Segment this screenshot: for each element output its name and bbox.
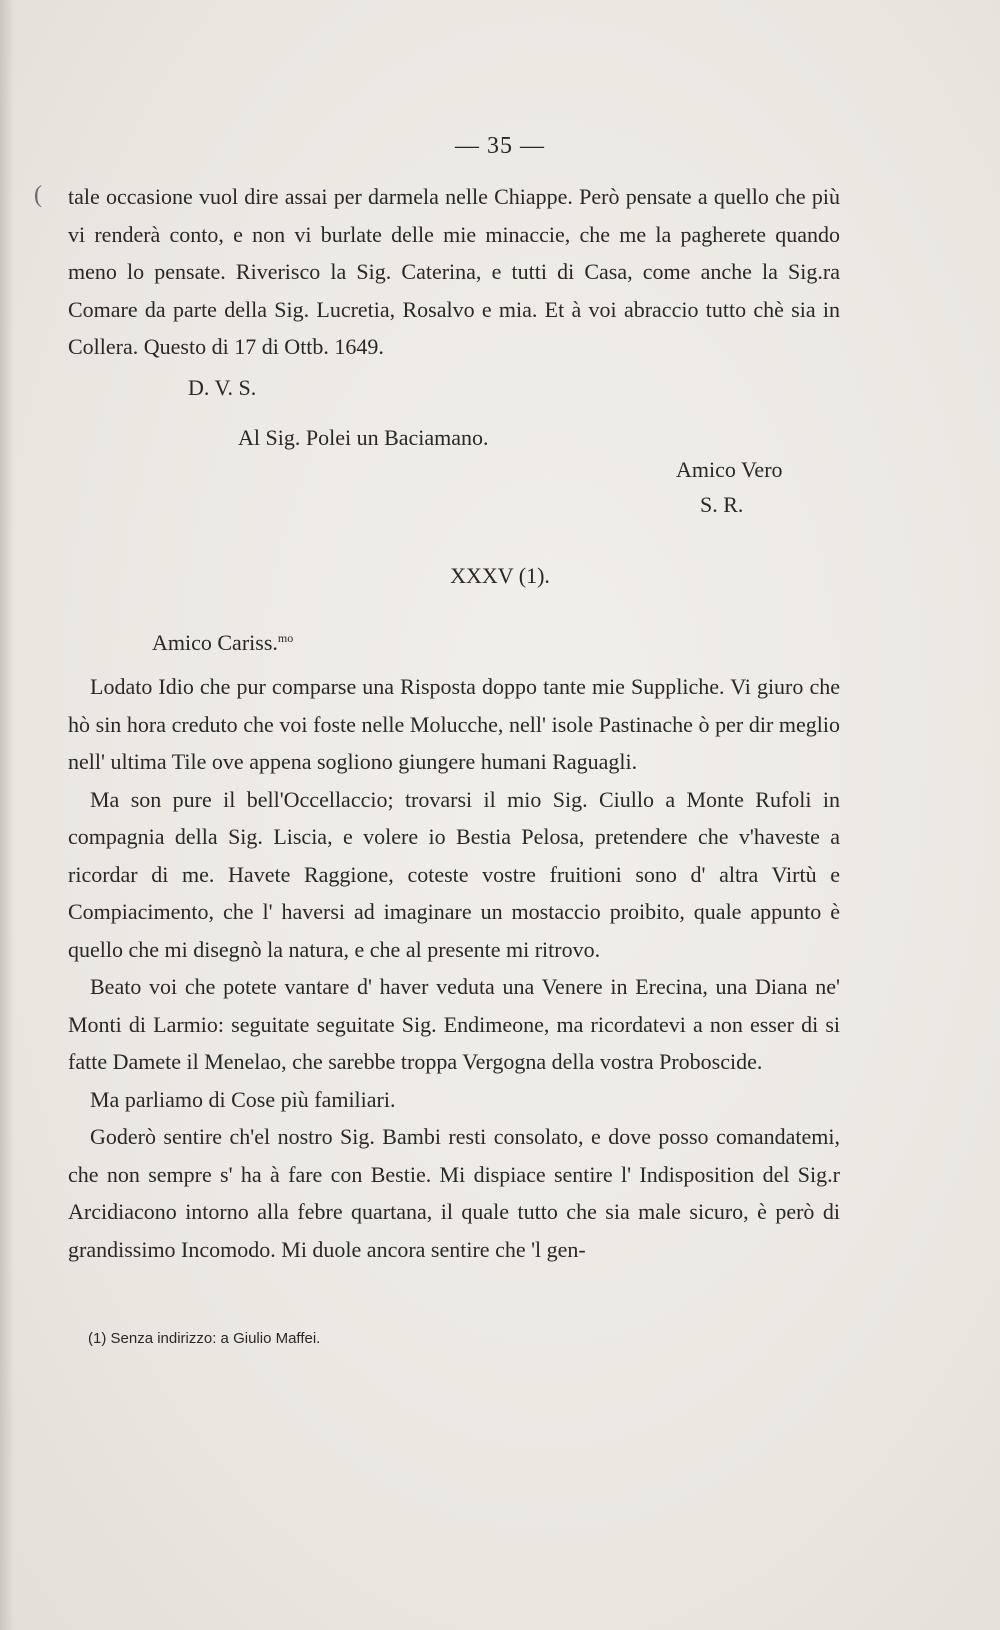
letter-end-text [68,178,840,366]
greeting-line: Al Sig. Polei un Baciamano. [238,425,489,450]
letter-end-paragraph: tale occasione vuol dire assai per darmela nelle Chiappe. Però pensate a quello che più vi renderà conto, e non vi burlate delle mie minaccie, che me la pagherete quando meno lo pensate. Riverisco la Sig. Caterina, e tutti di Casa, come anche la Sig.ra Comare da parte della Sig. Lucretia, Rosalvo e mia. Et à voi abraccio tutto chè sia in Collera. Questo di 17 di Ottb. 1649. [68,184,840,359]
salutation [152,630,293,656]
page-number: — 35 — [455,133,545,159]
footnote: (1) Senza indirizzo: a Giulio Maffei. [88,1330,321,1347]
salutation-superscript: mo [277,631,294,645]
letter-number-heading: XXXV (1). [450,563,550,588]
signature-line-1: Amico Vero [676,457,783,482]
letter-paragraph-5: Goderò sentire ch'el nostro Sig. Bambi resti consolato, e dove posso comandatemi, che non sempre s' ha à fare con Bestie. Mi dispiace sentire l' Indisposition del Sig.r Arcidiacono intorno alla febre quartana, il quale tutto che sia male sicuro, è però di grandissimo Incomodo. Mi duole ancora sentire che 'l gen- [68,1124,840,1262]
page-spine-shadow [0,0,14,1630]
salutation-text: Amico Cariss. [152,630,278,655]
margin-mark: ( [34,182,42,208]
letter-paragraph-2: Ma son pure il bell'Occellaccio; trovarsi il mio Sig. Ciullo a Monte Rufoli in compagnia della Sig. Liscia, e volere io Bestia Pelosa, pretendere che v'haveste a ricordar di me. Havete Raggione, coteste vostre fruitioni sono d' altra Virtù e Compiacimento, che l' haversi ad imaginare un mostaccio proibito, quale appunto è quello che mi disegnò la natura, e che al presente mi ritrovo. [68,786,840,962]
closing-initials: D. V. S. [188,375,257,400]
letter-paragraph-3: Beato voi che potete vantare d' haver veduta una Venere in Erecina, una Diana ne' Monti di Larmio: seguitate seguitate Sig. Endimeone, ma ricordatevi a non esser di si fatte Damete il Menelao, che sarebbe troppa Vergogna della vostra Proboscide. [68,974,840,1074]
letter-paragraph-4: Ma parliamo di Cose più familiari. [90,1086,396,1112]
letter-paragraph-1: Lodato Idio che pur comparse una Risposta doppo tante mie Suppliche. Vi giuro che hò sin hora creduto che voi foste nelle Molucche, nell' isole Pastinache ò per dir meglio nell' ultima Tile ove appena sogliono giungere humani Raguagli. [68,674,840,774]
letter-body [68,668,840,1268]
signature-line-2: S. R. [700,492,744,517]
